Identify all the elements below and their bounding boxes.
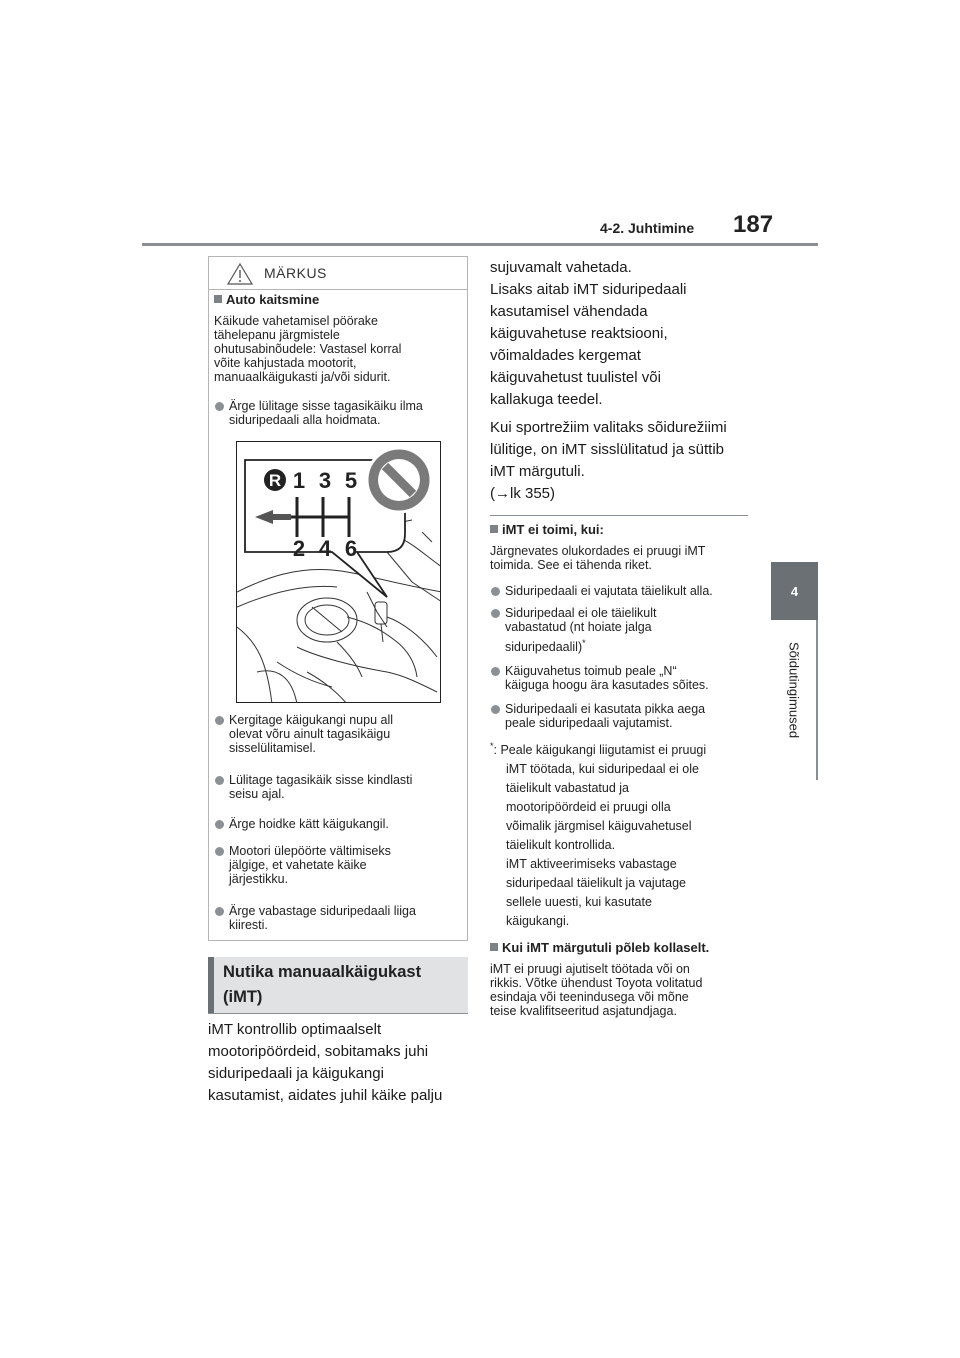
imt-off-bullet-2: Siduripedaal ei ole täielikult vabastatud (nt hoiate jalga siduripedaalil)* bbox=[505, 606, 657, 655]
divider-rule bbox=[490, 515, 748, 516]
gear-3-label: 3 bbox=[318, 468, 332, 493]
gear-4-label: 4 bbox=[318, 536, 332, 561]
notice-bullet-3: Lülitage tagasikäik sisse kindlasti seisu ajal. bbox=[229, 773, 413, 801]
circle-bullet-icon bbox=[215, 907, 224, 916]
chapter-number: 4 bbox=[790, 583, 799, 599]
chapter-tab bbox=[771, 562, 818, 620]
gear-shift-illustration bbox=[236, 441, 441, 703]
circle-bullet-icon bbox=[491, 587, 500, 596]
imt-lamp-text: iMT ei pruugi ajutiselt töötada või on rikkis. Võtke ühendust Toyota volitatud esindaja või teenindusega või mõne teise kvalifitseeritud asjatundjaga. bbox=[490, 962, 703, 1018]
circle-bullet-icon bbox=[215, 402, 224, 411]
imt-off-bullet-3: Käiguvahetus toimub peale „N“ käiguga hoogu ära kasutades sõites. bbox=[505, 664, 709, 692]
page-number: 187 bbox=[733, 211, 774, 238]
gear-5-label: 5 bbox=[344, 468, 358, 493]
imt-section-heading bbox=[208, 957, 468, 1013]
footnote-marker: * bbox=[582, 638, 586, 648]
chapter-label-text: Sõidutingimused bbox=[786, 641, 802, 739]
warning-triangle-icon bbox=[227, 263, 253, 285]
chapter-tab-bar bbox=[816, 620, 818, 780]
square-bullet-icon bbox=[490, 943, 498, 951]
notice-intro: Käikude vahetamisel pöörake tähelepanu järgmistele ohutusabinõudele: Vastasel korral võite kahjustada mootorit, manuaalkäigukasti ja/või sidurit. bbox=[214, 314, 402, 384]
section-title: 4-2. Juhtimine bbox=[600, 220, 695, 236]
imt-off-intro: Järgnevates olukordades ei pruugi iMT toimida. See ei tähenda riket. bbox=[490, 544, 706, 572]
notice-title: MÄRKUS bbox=[264, 265, 327, 281]
heading-accent-bar bbox=[208, 957, 214, 1013]
gear-1-label: 1 bbox=[292, 468, 306, 493]
circle-bullet-icon bbox=[215, 820, 224, 829]
imt-heading-rule bbox=[208, 1013, 468, 1014]
circle-bullet-icon bbox=[491, 609, 500, 618]
square-bullet-icon bbox=[490, 525, 498, 533]
circle-bullet-icon bbox=[215, 716, 224, 725]
notice-section-heading: Auto kaitsmine bbox=[214, 292, 319, 307]
circle-bullet-icon bbox=[215, 776, 224, 785]
imt-description-left: iMT kontrollib optimaalselt mootoripöördeid, sobitamaks juhi siduripedaali ja käigukangi kasutamist, aidates juhil käike palju bbox=[208, 1021, 443, 1104]
gear-2-label: 2 bbox=[292, 536, 306, 561]
no-entry-icon bbox=[367, 448, 431, 512]
notice-bullet-1: Ärge lülitage sisse tagasikäiku ilma siduripedaali alla hoidmata. bbox=[229, 399, 423, 427]
chapter-label bbox=[784, 630, 804, 750]
imt-heading-text: Nutika manuaalkäigukast (iMT) bbox=[223, 963, 422, 1006]
imt-description-right: sujuvamalt vahetada. Lisaks aitab iMT siduripedaali kasutamisel vähendada käiguvahetuse reaktsiooni, võimaldades kergemat käiguvahetust tuulistel või kallakuga teedel. Kui sportrežiim valitaks sõidurežiimi lülitige, on iMT sisslülitatud ja süttib iMT märgutuli. (→lk 355) bbox=[490, 257, 727, 505]
notice-bullet-5: Mootori ülepöörte vältimiseks jälgige, et vahetate käike järjestikku. bbox=[229, 844, 391, 886]
notice-bullet-6: Ärge vabastage siduripedaali liiga kiiresti. bbox=[229, 904, 416, 932]
notice-bullet-2: Kergitage käigukangi nupu all olevat võru ainult tagasikäigu sisselülitamisel. bbox=[229, 713, 394, 755]
footnote: *: Peale käigukangi liigutamist ei pruugi iMT töötada, kui siduripedaal ei ole täielikult vabastatud ja mootoripöördeid ei pruugi olla võimalik järgmisel käiguvahetusel täielikult kontrollida. iMT aktiveerimiseks vabastage siduripedaal täielikult ja vajutage sellele uuesti, kui kasutate käigukangi. bbox=[490, 741, 707, 929]
imt-off-heading: iMT ei toimi, kui: bbox=[490, 522, 604, 537]
notice-bullet-4: Ärge hoidke kätt käigukangil. bbox=[229, 817, 389, 831]
gear-6-label: 6 bbox=[344, 536, 358, 561]
square-bullet-icon bbox=[214, 295, 222, 303]
imt-off-bullet-4: Siduripedaali ei kasutata pikka aega peale siduripedaali vajutamist. bbox=[505, 702, 706, 730]
gear-r-label: R bbox=[268, 471, 282, 490]
circle-bullet-icon bbox=[491, 667, 500, 676]
notice-header bbox=[209, 257, 467, 290]
circle-bullet-icon bbox=[491, 705, 500, 714]
circle-bullet-icon bbox=[215, 847, 224, 856]
page-reference-link[interactable]: (→lk 355) bbox=[490, 485, 556, 502]
header-rule bbox=[142, 243, 818, 246]
driver-cockpit-drawing bbox=[237, 442, 441, 703]
imt-off-bullet-1: Siduripedaali ei vajutata täielikult alla. bbox=[505, 584, 713, 598]
imt-lamp-heading: Kui iMT märgutuli põleb kollaselt. bbox=[490, 940, 709, 955]
